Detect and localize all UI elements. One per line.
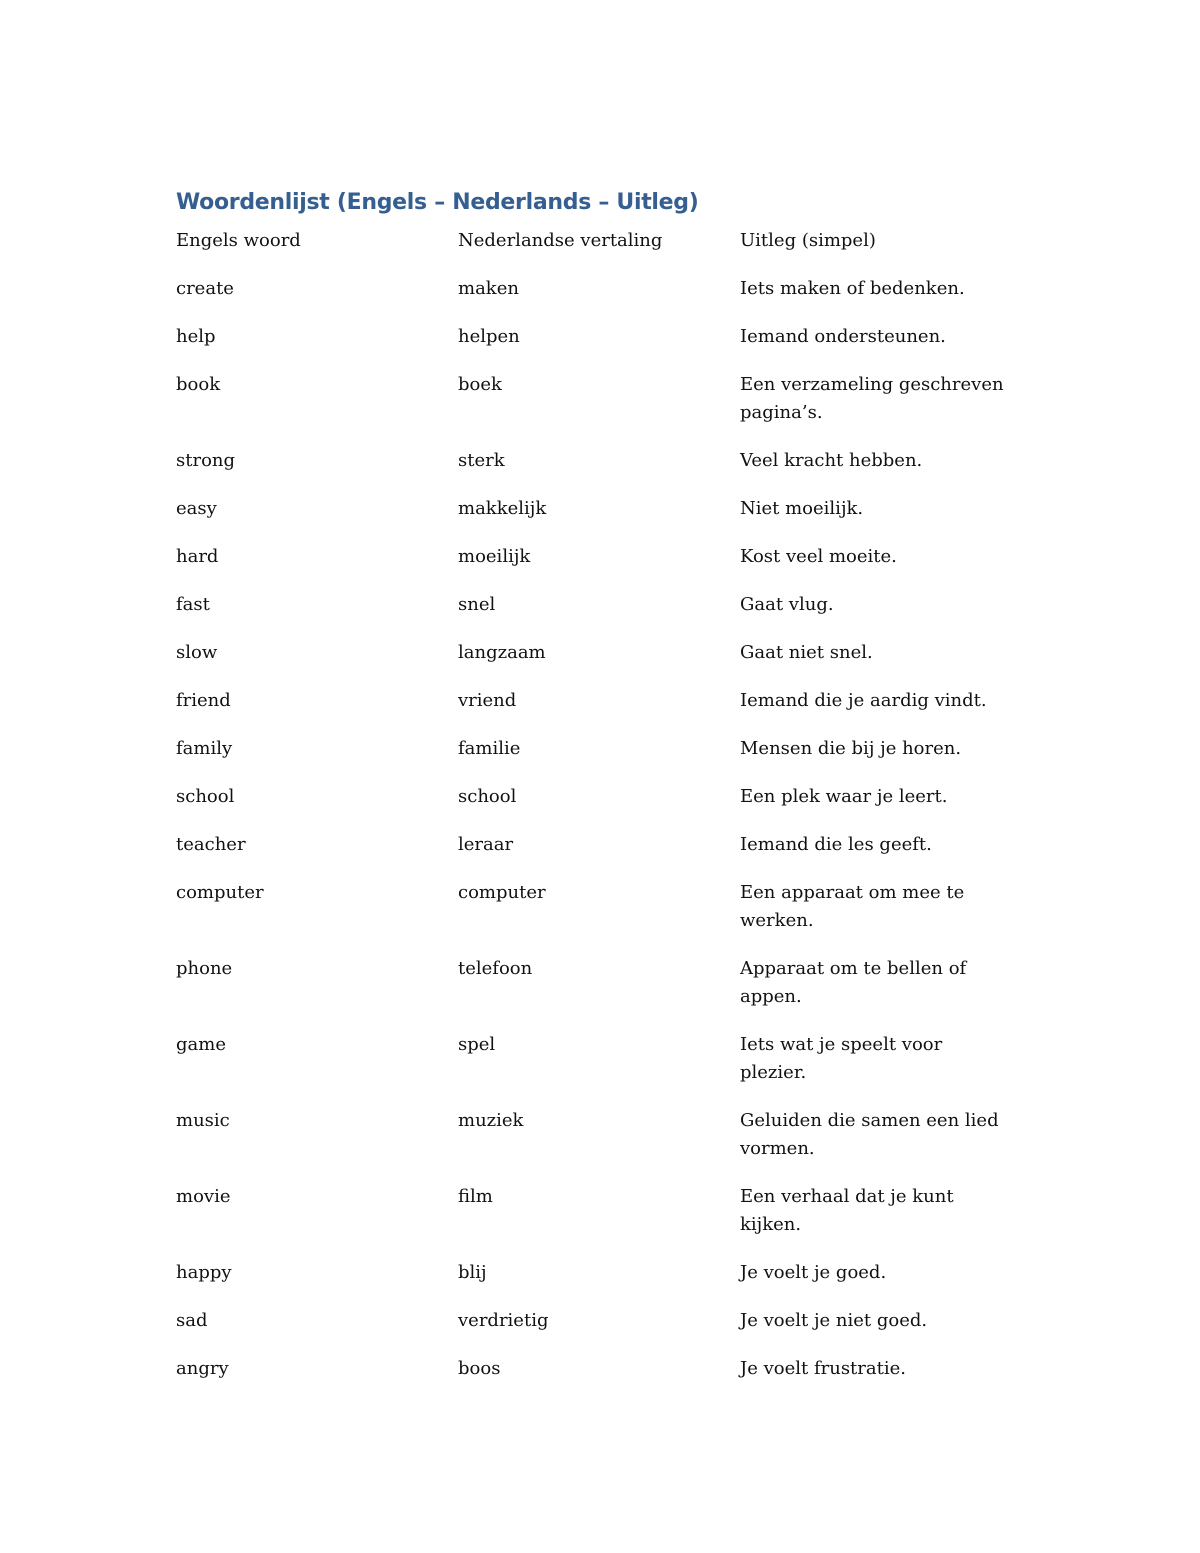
dutch-translation: blij	[458, 1262, 487, 1283]
vocabulary-table	[176, 227, 1036, 1403]
english-word: school	[176, 786, 235, 807]
table-row	[176, 735, 1036, 763]
explanation: Een verzameling geschreven pagina’s.	[740, 374, 1004, 423]
explanation: Een apparaat om mee te werken.	[740, 882, 965, 931]
english-word: easy	[176, 498, 217, 519]
english-word: angry	[176, 1358, 229, 1379]
explanation: Je voelt frustratie.	[740, 1358, 906, 1379]
table-row	[176, 323, 1036, 351]
explanation: Mensen die bij je horen.	[740, 738, 962, 759]
english-word: phone	[176, 958, 233, 979]
explanation: Je voelt je goed.	[740, 1262, 887, 1283]
explanation: Gaat vlug.	[740, 594, 834, 615]
explanation: Geluiden die samen een lied vormen.	[740, 1110, 999, 1159]
explanation: Kost veel moeite.	[740, 546, 897, 567]
dutch-translation: snel	[458, 594, 496, 615]
explanation: Iets maken of bedenken.	[740, 278, 965, 299]
column-header-english: Engels woord	[176, 230, 301, 251]
table-row	[176, 1355, 1036, 1383]
table-row	[176, 1107, 1036, 1163]
dutch-translation: moeilijk	[458, 546, 531, 567]
dutch-translation: telefoon	[458, 958, 533, 979]
table-row	[176, 1259, 1036, 1287]
dutch-translation: makkelijk	[458, 498, 547, 519]
explanation: Iemand die les geeft.	[740, 834, 932, 855]
dutch-translation: leraar	[458, 834, 514, 855]
english-word: teacher	[176, 834, 246, 855]
dutch-translation: boek	[458, 374, 502, 395]
table-row	[176, 275, 1036, 303]
dutch-translation: vriend	[458, 690, 517, 711]
explanation: Gaat niet snel.	[740, 642, 873, 663]
english-word: friend	[176, 690, 231, 711]
english-word: book	[176, 374, 221, 395]
table-row	[176, 591, 1036, 619]
table-row	[176, 955, 1036, 1011]
table-row	[176, 879, 1036, 935]
english-word: game	[176, 1034, 226, 1055]
table-row	[176, 543, 1036, 571]
dutch-translation: familie	[458, 738, 521, 759]
document-title: Woordenlijst (Engels – Nederlands – Uitleg)	[176, 190, 699, 215]
table-header-row	[176, 227, 1036, 255]
explanation: Iemand die je aardig vindt.	[740, 690, 987, 711]
dutch-translation: muziek	[458, 1110, 524, 1131]
dutch-translation: langzaam	[458, 642, 546, 663]
english-word: sad	[176, 1310, 208, 1331]
explanation: Een verhaal dat je kunt kijken.	[740, 1186, 954, 1235]
english-word: computer	[176, 882, 264, 903]
explanation: Apparaat om te bellen of appen.	[740, 958, 967, 1007]
dutch-translation: school	[458, 786, 517, 807]
dutch-translation: maken	[458, 278, 519, 299]
english-word: music	[176, 1110, 230, 1131]
explanation: Iets wat je speelt voor plezier.	[740, 1034, 943, 1083]
table-row	[176, 1307, 1036, 1335]
english-word: hard	[176, 546, 219, 567]
dutch-translation: boos	[458, 1358, 501, 1379]
dutch-translation: film	[458, 1186, 493, 1207]
table-row	[176, 783, 1036, 811]
english-word: slow	[176, 642, 218, 663]
table-row	[176, 639, 1036, 667]
dutch-translation: verdrietig	[458, 1310, 549, 1331]
english-word: family	[176, 738, 233, 759]
english-word: strong	[176, 450, 236, 471]
explanation: Niet moeilijk.	[740, 498, 864, 519]
english-word: happy	[176, 1262, 232, 1283]
table-row	[176, 447, 1036, 475]
table-row	[176, 1031, 1036, 1087]
explanation: Je voelt je niet goed.	[740, 1310, 928, 1331]
english-word: create	[176, 278, 234, 299]
dutch-translation: sterk	[458, 450, 505, 471]
explanation: Een plek waar je leert.	[740, 786, 948, 807]
table-row	[176, 687, 1036, 715]
dutch-translation: helpen	[458, 326, 520, 347]
english-word: movie	[176, 1186, 231, 1207]
explanation: Veel kracht hebben.	[740, 450, 923, 471]
english-word: fast	[176, 594, 210, 615]
english-word: help	[176, 326, 216, 347]
dutch-translation: computer	[458, 882, 546, 903]
table-row	[176, 495, 1036, 523]
table-row	[176, 1183, 1036, 1239]
column-header-explanation: Uitleg (simpel)	[740, 230, 876, 251]
explanation: Iemand ondersteunen.	[740, 326, 946, 347]
table-row	[176, 831, 1036, 859]
column-header-dutch: Nederlandse vertaling	[458, 230, 663, 251]
dutch-translation: spel	[458, 1034, 496, 1055]
table-row	[176, 371, 1036, 427]
